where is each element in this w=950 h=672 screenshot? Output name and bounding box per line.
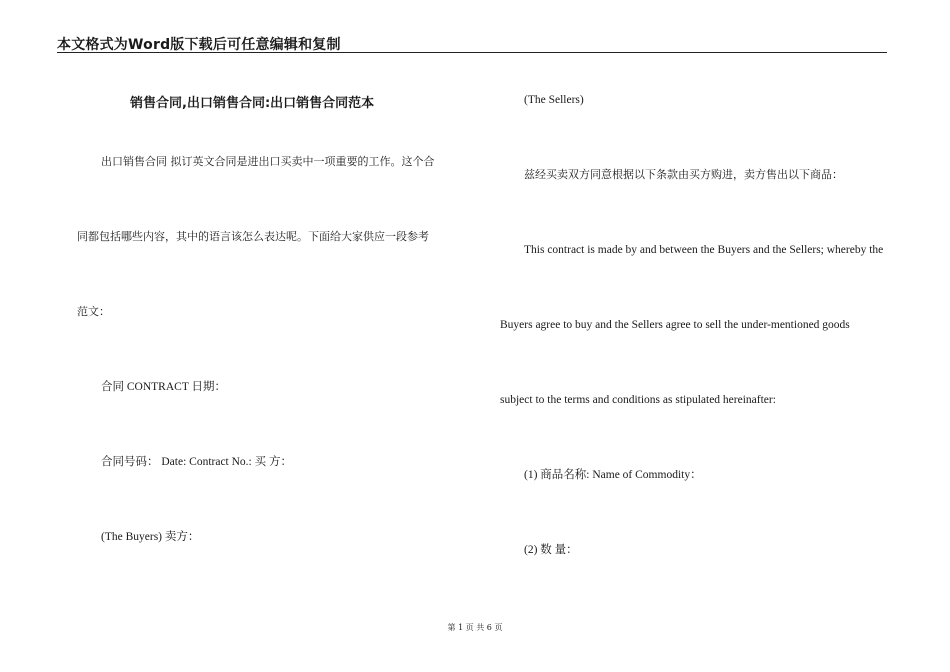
right-agreement-en-line-2: Buyers agree to buy and the Sellers agree to sell the under-mentioned goods — [500, 319, 850, 331]
header-text: 本文格式为Word版下载后可任意编辑和复制 — [57, 37, 341, 53]
left-paragraph-line-1: 出口销售合同 拟订英文合同是进出口买卖中一项重要的工作。这个合 — [101, 155, 435, 168]
right-commodity-line: (1) 商品名称: Name of Commodity： — [524, 469, 702, 481]
left-buyers-line: (The Buyers) 卖方： — [101, 531, 200, 543]
right-agreement-cn-line: 兹经买卖双方同意根据以下条款由买方购进，卖方售出以下商品： — [524, 168, 843, 181]
left-paragraph-line-2: 同都包括哪些内容，其中的语言该怎么表达呢。下面给大家供应一段参考 — [77, 230, 429, 243]
left-contract-number-line: 合同号码： Date: Contract No.: 买 方： — [101, 456, 293, 468]
left-paragraph-line-3: 范文： — [77, 305, 110, 318]
right-sellers-line: (The Sellers) — [524, 94, 584, 106]
page-header — [57, 32, 887, 53]
document-title: 销售合同,出口销售合同:出口销售合同范本 — [130, 96, 375, 111]
right-quantity-line: (2) 数 量： — [524, 544, 578, 556]
right-agreement-en-line-1: This contract is made by and between the Buyers and the Sellers; whereby the — [524, 244, 884, 256]
page-indicator: 第 1 页 共 6 页 — [447, 623, 503, 632]
right-agreement-en-line-3: subject to the terms and conditions as stipulated hereinafter: — [500, 394, 776, 406]
left-contract-date-line: 合同 CONTRACT 日期： — [101, 381, 227, 393]
